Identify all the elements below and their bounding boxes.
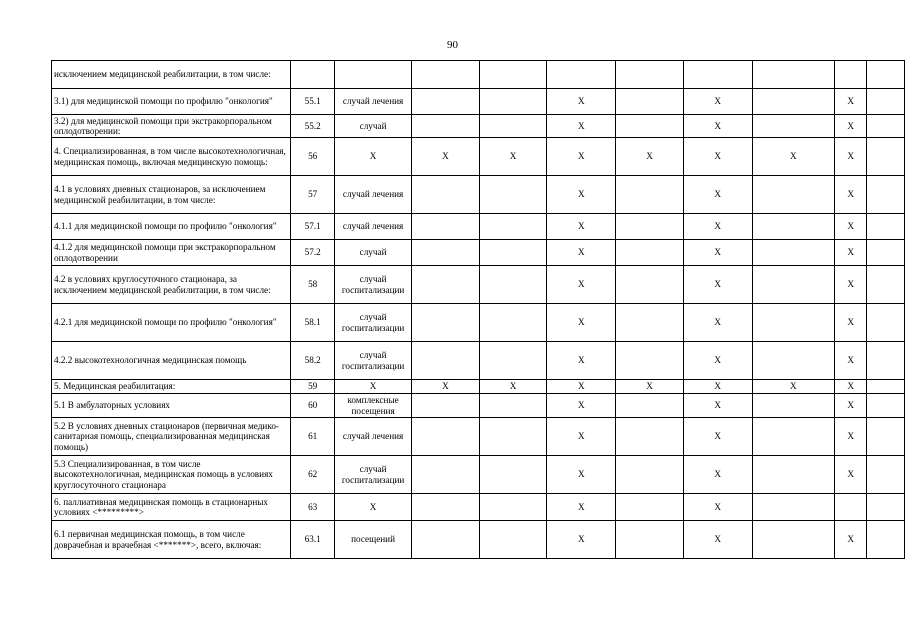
row-mark: X	[683, 342, 752, 380]
row-mark	[479, 304, 547, 342]
row-mark	[412, 494, 480, 521]
row-name: 6. паллиативная медицинская помощь в стационарных условиях <*********>	[54, 496, 269, 517]
row-name-cell	[52, 240, 291, 266]
row-code: 58.1	[291, 304, 335, 342]
row-mark	[479, 394, 547, 418]
row-mark: X	[835, 342, 867, 380]
row-unit: случай лечения	[335, 418, 412, 456]
row-mark	[867, 521, 905, 559]
table-row	[52, 342, 905, 380]
table-row	[52, 380, 905, 394]
row-mark	[412, 342, 480, 380]
row-mark	[867, 176, 905, 214]
row-name: 5.3 Специализированная, в том числе высокотехнологичная, медицинская помощь в условиях круглосуточного стационара	[54, 459, 273, 490]
row-unit: X	[335, 138, 412, 176]
row-mark	[412, 89, 480, 115]
row-mark	[752, 115, 835, 138]
row-mark	[752, 456, 835, 494]
row-name: исключением медицинской реабилитации, в том числе:	[54, 69, 271, 80]
row-mark	[412, 61, 480, 89]
row-mark: X	[835, 115, 867, 138]
row-name-cell	[52, 342, 291, 380]
row-name-cell	[52, 176, 291, 214]
row-mark	[479, 89, 547, 115]
row-mark	[867, 418, 905, 456]
row-name: 4.1.1 для медицинской помощи по профилю "онкология"	[54, 221, 277, 232]
row-mark	[867, 240, 905, 266]
row-name-cell	[52, 418, 291, 456]
row-mark: X	[547, 494, 616, 521]
table-row	[52, 304, 905, 342]
row-mark	[479, 418, 547, 456]
row-code: 55.2	[291, 115, 335, 138]
row-mark	[867, 394, 905, 418]
row-mark	[616, 266, 684, 304]
row-name-cell	[52, 521, 291, 559]
row-unit: случай госпитализации	[335, 456, 412, 494]
row-name: 4.2 в условиях круглосуточного стационара, за исключением медицинской реабилитации, в том числе:	[54, 274, 271, 295]
row-name-cell	[52, 266, 291, 304]
row-mark: X	[835, 266, 867, 304]
row-mark	[752, 240, 835, 266]
row-mark: X	[835, 240, 867, 266]
row-code: 59	[291, 380, 335, 394]
row-mark	[752, 494, 835, 521]
row-mark	[616, 214, 684, 240]
row-mark: X	[547, 266, 616, 304]
row-mark	[616, 418, 684, 456]
row-name: 4.2.2 высокотехнологичная медицинская помощь	[54, 355, 247, 366]
row-mark	[479, 494, 547, 521]
row-mark: X	[547, 115, 616, 138]
table-body	[52, 61, 905, 559]
row-name: 3.2) для медицинской помощи при экстракорпоральном оплодотворении:	[54, 115, 272, 136]
row-mark: X	[683, 138, 752, 176]
row-code	[291, 61, 335, 89]
table-row	[52, 494, 905, 521]
row-unit: комплексные посещения	[335, 394, 412, 418]
row-mark: X	[835, 176, 867, 214]
row-mark: X	[547, 521, 616, 559]
row-mark	[479, 266, 547, 304]
row-mark: X	[412, 380, 480, 394]
row-mark	[616, 394, 684, 418]
table-row	[52, 138, 905, 176]
row-mark	[835, 494, 867, 521]
row-name: 5. Медицинская реабилитация:	[54, 381, 176, 392]
row-name: 3.1) для медицинской помощи по профилю "онкология"	[54, 96, 273, 107]
row-mark	[683, 61, 752, 89]
row-mark: X	[683, 521, 752, 559]
row-mark	[867, 214, 905, 240]
row-mark: X	[547, 176, 616, 214]
row-name: 4.1 в условиях дневных стационаров, за исключением медицинской реабилитации, в том числе:	[54, 184, 266, 205]
row-mark: X	[616, 380, 684, 394]
row-unit: X	[335, 380, 412, 394]
table-row	[52, 266, 905, 304]
row-mark: X	[835, 418, 867, 456]
row-mark: X	[835, 380, 867, 394]
row-mark	[867, 138, 905, 176]
row-mark: X	[683, 456, 752, 494]
data-table	[51, 60, 905, 559]
row-name-cell	[52, 61, 291, 89]
row-mark	[412, 521, 480, 559]
row-name: 4.2.1 для медицинской помощи по профилю "онкология"	[54, 317, 277, 328]
row-mark	[412, 176, 480, 214]
row-mark	[752, 89, 835, 115]
row-unit: случай лечения	[335, 176, 412, 214]
row-mark	[752, 418, 835, 456]
row-mark	[616, 61, 684, 89]
row-mark	[867, 61, 905, 89]
row-code: 61	[291, 418, 335, 456]
row-unit: случай госпитализации	[335, 342, 412, 380]
row-unit: случай госпитализации	[335, 304, 412, 342]
row-name: 6.1 первичная медицинская помощь, в том числе доврачебная и врачебная <*******>, всего, включая:	[54, 529, 262, 550]
row-mark: X	[547, 418, 616, 456]
row-mark: X	[683, 240, 752, 266]
row-mark: X	[835, 89, 867, 115]
row-mark	[616, 304, 684, 342]
row-mark	[752, 214, 835, 240]
page-number: 90	[447, 39, 458, 51]
row-mark	[752, 521, 835, 559]
row-mark	[867, 115, 905, 138]
row-mark: X	[683, 89, 752, 115]
row-unit: случай лечения	[335, 214, 412, 240]
row-mark	[412, 214, 480, 240]
row-mark	[616, 342, 684, 380]
row-mark	[616, 456, 684, 494]
row-name: 4. Специализированная, в том числе высокотехнологичная, медицинская помощь, включая медицинскую помощь:	[54, 146, 286, 167]
row-name-cell	[52, 304, 291, 342]
row-mark	[752, 266, 835, 304]
row-mark	[479, 61, 547, 89]
row-mark: X	[547, 214, 616, 240]
table-row	[52, 61, 905, 89]
row-name-cell	[52, 89, 291, 115]
row-mark: X	[683, 380, 752, 394]
row-mark	[412, 304, 480, 342]
row-mark: X	[616, 138, 684, 176]
row-name-cell	[52, 138, 291, 176]
row-code: 63.1	[291, 521, 335, 559]
row-mark: X	[547, 380, 616, 394]
table-row	[52, 240, 905, 266]
row-code: 58.2	[291, 342, 335, 380]
row-mark: X	[835, 394, 867, 418]
row-mark: X	[547, 456, 616, 494]
row-mark: X	[547, 304, 616, 342]
row-mark: X	[835, 138, 867, 176]
table-row	[52, 89, 905, 115]
row-name-cell	[52, 456, 291, 494]
row-code: 60	[291, 394, 335, 418]
row-unit	[335, 61, 412, 89]
row-mark	[479, 214, 547, 240]
row-unit: случай	[335, 115, 412, 138]
row-mark	[479, 521, 547, 559]
row-mark	[479, 115, 547, 138]
row-unit: случай лечения	[335, 89, 412, 115]
row-mark: X	[835, 521, 867, 559]
row-mark	[412, 240, 480, 266]
row-mark	[616, 89, 684, 115]
row-mark: X	[683, 115, 752, 138]
row-mark: X	[752, 380, 835, 394]
row-mark	[616, 240, 684, 266]
row-code: 55.1	[291, 89, 335, 115]
row-mark	[412, 266, 480, 304]
row-code: 57.2	[291, 240, 335, 266]
row-mark: X	[683, 394, 752, 418]
row-name-cell	[52, 394, 291, 418]
row-mark	[479, 342, 547, 380]
row-mark	[616, 115, 684, 138]
row-mark: X	[683, 176, 752, 214]
row-mark	[616, 494, 684, 521]
row-mark: X	[683, 494, 752, 521]
row-mark	[547, 61, 616, 89]
row-mark: X	[683, 214, 752, 240]
row-mark	[752, 176, 835, 214]
row-code: 58	[291, 266, 335, 304]
row-mark: X	[547, 240, 616, 266]
table-row	[52, 115, 905, 138]
row-mark	[412, 394, 480, 418]
row-unit: случай госпитализации	[335, 266, 412, 304]
row-unit: X	[335, 494, 412, 521]
row-mark	[867, 266, 905, 304]
row-name-cell	[52, 494, 291, 521]
row-mark	[412, 115, 480, 138]
row-mark: X	[683, 304, 752, 342]
row-mark	[867, 456, 905, 494]
row-name-cell	[52, 214, 291, 240]
row-mark: X	[547, 89, 616, 115]
row-mark: X	[835, 456, 867, 494]
row-mark: X	[412, 138, 480, 176]
row-mark: X	[835, 304, 867, 342]
table-row	[52, 176, 905, 214]
row-mark	[867, 380, 905, 394]
row-mark	[752, 342, 835, 380]
row-code: 57	[291, 176, 335, 214]
row-code: 62	[291, 456, 335, 494]
row-code: 56	[291, 138, 335, 176]
row-mark: X	[479, 138, 547, 176]
row-mark	[867, 304, 905, 342]
table-row	[52, 456, 905, 494]
row-name-cell	[52, 380, 291, 394]
row-name: 5.2 В условиях дневных стационаров (первичная медико-санитарная помощь, специализированная медицинская помощь)	[54, 421, 279, 452]
row-mark: X	[547, 342, 616, 380]
row-mark: X	[752, 138, 835, 176]
table-row	[52, 394, 905, 418]
row-mark	[867, 342, 905, 380]
row-mark: X	[547, 138, 616, 176]
row-name: 5.1 В амбулаторных условиях	[54, 400, 171, 411]
row-mark	[867, 494, 905, 521]
row-unit: посещений	[335, 521, 412, 559]
row-mark	[835, 61, 867, 89]
row-mark: X	[547, 394, 616, 418]
row-mark: X	[835, 214, 867, 240]
row-unit: случай	[335, 240, 412, 266]
row-name: 4.1.2 для медицинской помощи при экстракорпоральном оплодотворении	[54, 242, 276, 263]
row-mark: X	[683, 418, 752, 456]
row-mark: X	[479, 380, 547, 394]
row-mark	[752, 304, 835, 342]
row-mark	[616, 521, 684, 559]
row-mark: X	[683, 266, 752, 304]
row-mark	[616, 176, 684, 214]
row-code: 57.1	[291, 214, 335, 240]
row-code: 63	[291, 494, 335, 521]
row-mark	[479, 240, 547, 266]
row-mark	[752, 394, 835, 418]
row-mark	[867, 89, 905, 115]
row-mark	[479, 456, 547, 494]
row-mark	[412, 418, 480, 456]
table-row	[52, 418, 905, 456]
table-row	[52, 214, 905, 240]
row-mark	[479, 176, 547, 214]
row-mark	[412, 456, 480, 494]
row-name-cell	[52, 115, 291, 138]
table-row	[52, 521, 905, 559]
row-mark	[752, 61, 835, 89]
